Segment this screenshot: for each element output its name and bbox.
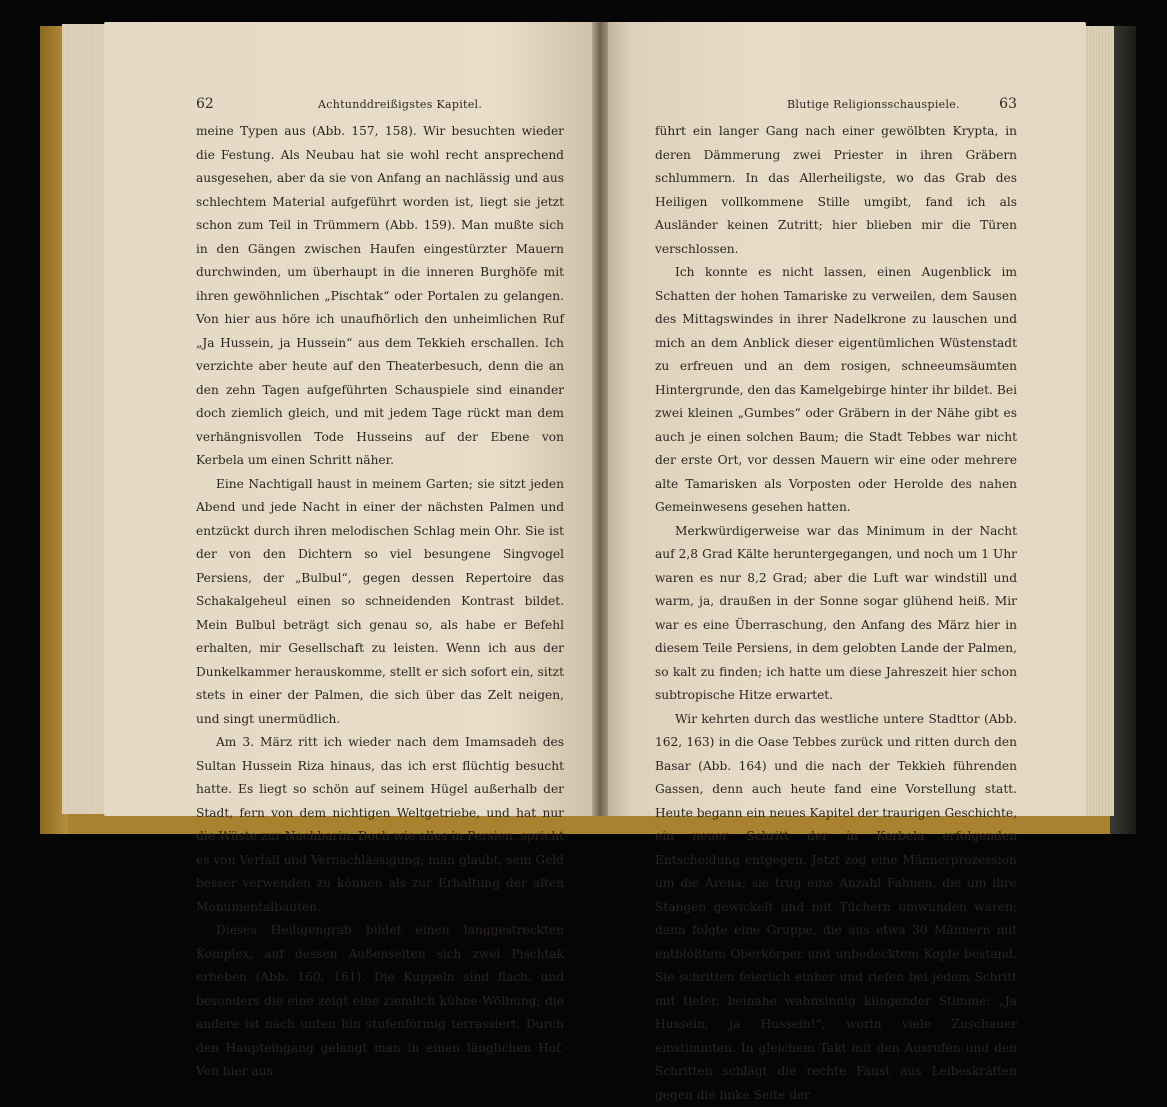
paragraph: Merkwürdigerweise war das Minimum in der Nacht auf 2,8 Grad Kälte heruntergegangen, und noch um 1 Uhr waren es nur 8,2 Grad; aber die Luft war windstill und warm, ja, draußen in der Sonne sogar glühend heiß. Mir war es eine Überraschung, den Anfang des März hier in diesem Teile Persiens, in dem gelobten Lande der Palmen, so kalt zu finden; ich hatte um diese Jahreszeit hier schon subtropische Hitze erwartet. xyxy=(655,520,1017,708)
right-page-header xyxy=(655,96,1017,116)
left-page-number: 62 xyxy=(196,96,214,112)
right-running-head: Blutige Religionsschauspiele. xyxy=(787,98,960,111)
paragraph: Eine Nachtigall haust in meinem Garten; sie sitzt jeden Abend und jede Nacht in einer der nächsten Palmen und entzückt durch ihren melodischen Schlag mein Ohr. Sie ist der von den Dichtern so viel besungene Singvogel Persiens, der „Bulbul“, gegen dessen Repertoire das Schakalgeheul einen so schneidenden Kontrast bildet. Mein Bulbul beträgt sich genau so, als habe er Befehl erhalten, mir Gesellschaft zu leisten. Wenn ich aus der Dunkelkammer herauskomme, stellt er sich sofort ein, sitzt stets in einer der Palmen, die sich über das Zelt neigen, und singt unermüdlich. xyxy=(196,473,564,732)
right-page-text xyxy=(655,120,1017,1107)
paragraph: meine Typen aus (Abb. 157, 158). Wir besuchten wieder die Festung. Als Neubau hat sie wohl recht ansprechend ausgesehen, aber da sie von Anfang an nachlässig und aus schlechtem Material aufgeführt worden ist, liegt sie jetzt schon zum Teil in Trümmern (Abb. 159). Man mußte sich in den Gängen zwischen Haufen eingestürzter Mauern durchwinden, um überhaupt in die inneren Burghöfe mit ihren gewöhnlichen „Pischtak“ oder Portalen zu gelangen. Von hier aus höre ich unaufhörlich den unheimlichen Ruf „Ja Hussein, ja Hussein“ aus dem Tekkieh erschallen. Ich verzichte aber heute auf den Theaterbesuch, denn die an den zehn Tagen aufgeführten Schauspiele sind einander doch ziemlich gleich, und mit jedem Tage rückt man dem verhängnisvollen Tode Husseins auf der Ebene von Kerbela um einen Schritt näher. xyxy=(196,120,564,473)
book-gutter xyxy=(592,22,608,816)
paragraph: führt ein langer Gang nach einer gewölbten Krypta, in deren Dämmerung zwei Priester in ihren Gräbern schlummern. In das Allerheiligste, wo das Grab des Heiligen vollkommene Stille umgibt, fand ich als Ausländer keinen Zutritt; hier blieben mir die Türen verschlossen. xyxy=(655,120,1017,261)
paragraph: Am 3. März ritt ich wieder nach dem Imamsadeh des Sultan Hussein Riza hinaus, das ich erst flüchtig besucht hatte. Es liegt so schön auf seinem Hügel außerhalb der Stadt, fern von dem nichtigen Weltgetriebe, und hat nur die Wüste zur Nachbarin. Doch wie alles in Persien, spricht es von Verfall und Vernachlässigung; man glaubt, sein Geld besser verwenden zu können als zur Erhaltung der alten Monumentalbauten. xyxy=(196,731,564,919)
paragraph: Dieses Heiligengrab bildet einen langgestreckten Komplex, auf dessen Außenseiten sich zwei Pischtak erheben (Abb. 160, 161). Die Kuppeln sind flach, und besonders die eine zeigt eine ziemlich kühne Wölbung; die andere ist nach unten hin stufenförmig terrassiert. Durch den Haupteingang gelangt man in einen länglichen Hof. Von hier aus xyxy=(196,919,564,1084)
left-page-header xyxy=(196,96,564,116)
left-running-head: Achtunddreißigstes Kapitel. xyxy=(318,98,482,111)
right-page-number: 63 xyxy=(999,96,1017,112)
paragraph: Ich konnte es nicht lassen, einen Augenblick im Schatten der hohen Tamariske zu verweilen, dem Sausen des Mittagswindes in ihrer Nadelkrone zu lauschen und mich an dem Anblick dieser eigentümlichen Wüstenstadt zu erfreuen und an dem rosigen, schneeumsäumten Hintergrunde, den das Kamelgebirge hinter ihr bildet. Bei zwei kleinen „Gumbes“ oder Gräbern in der Nähe gibt es auch je einen solchen Baum; die Stadt Tebbes war nicht der erste Ort, vor dessen Mauern wir eine oder mehrere alte Tamarisken als Vorposten oder Herolde des nahen Gemeinwesens gesehen hatten. xyxy=(655,261,1017,520)
left-page-text xyxy=(196,120,564,1084)
paragraph: Wir kehrten durch das westliche untere Stadttor (Abb. 162, 163) in die Oase Tebbes zurück und ritten durch den Basar (Abb. 164) und die nach der Tekkieh führenden Gassen, denn auch heute fand eine Vorstellung statt. Heute begann ein neues Kapitel der traurigen Geschichte, ein neuer Schritt der in Kerbela erfolgenden Entscheidung entgegen. Jetzt zog eine Männerprozession um die Arena; sie trug eine Anzahl Fahnen, die um ihre Stangen gewickelt und mit Tüchern umwunden waren; dann folgte eine Gruppe, die aus etwa 30 Männern mit entblößtem Oberkörper und unbedecktem Kopfe bestand. Sie schritten feierlich einher und riefen bei jedem Schritt mit tiefer, beinahe wahnsinnig klingender Stimme: „Ja Hussein, ja Hussein!“, worin viele Zuschauer einstimmten. In gleichem Takt mit den Ausrufen und den Schritten schlägt die rechte Faust aus Leibeskräften gegen die linke Seite der xyxy=(655,708,1017,1107)
